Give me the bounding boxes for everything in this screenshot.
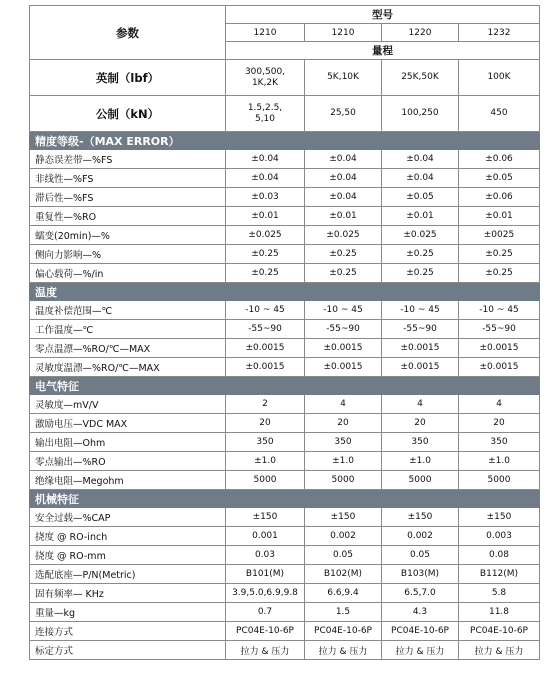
row-value: ±150: [382, 508, 459, 527]
row-value: ±150: [305, 508, 382, 527]
row-value: 4: [382, 395, 459, 414]
table-row: [30, 565, 540, 584]
row-label: 零点温漂—%RO/℃—MAX: [30, 339, 226, 358]
table-row: [30, 452, 540, 471]
row-value: ±0.25: [226, 245, 305, 264]
row-value: 5000: [459, 471, 540, 490]
metric-capacity-value: 450: [459, 96, 540, 132]
row-label: 标定方式: [30, 641, 226, 660]
row-value: 拉力 & 压力: [226, 641, 305, 660]
row-value: 0.001: [226, 527, 305, 546]
row-value: ±0.25: [382, 264, 459, 283]
row-label: 选配底座—P/N(Metric): [30, 565, 226, 584]
row-value: ±0.01: [305, 207, 382, 226]
row-value: ±0.06: [459, 188, 540, 207]
row-value: PC04E-10-6P: [305, 622, 382, 641]
row-value: 350: [226, 433, 305, 452]
row-value: PC04E-10-6P: [459, 622, 540, 641]
row-value: -10 ~ 45: [305, 301, 382, 320]
row-label: 挠度 @ RO-mm: [30, 546, 226, 565]
english-capacity-label: 英制（lbf）: [30, 60, 226, 96]
row-value: 6.5,7.0: [382, 584, 459, 603]
row-value: ±0.03: [226, 188, 305, 207]
row-value: 3.9,5.0,6.9,9.8: [226, 584, 305, 603]
row-label: 固有频率— KHz: [30, 584, 226, 603]
row-value: ±0.01: [382, 207, 459, 226]
row-value: 4: [305, 395, 382, 414]
table-row: [30, 641, 540, 660]
row-value: 5000: [382, 471, 459, 490]
row-value: 4.3: [382, 603, 459, 622]
row-value: -55~90: [305, 320, 382, 339]
metric-capacity-value: 25,50: [305, 96, 382, 132]
model-number: 1210: [305, 24, 382, 42]
row-value: 拉力 & 压力: [459, 641, 540, 660]
table-row: [30, 339, 540, 358]
row-value: 20: [226, 414, 305, 433]
table-row: [30, 188, 540, 207]
english-capacity-value: 100K: [459, 60, 540, 96]
row-value: 拉力 & 压力: [382, 641, 459, 660]
row-value: ±0.04: [305, 169, 382, 188]
spec-sheet: [29, 5, 539, 660]
row-value: ±0.0015: [382, 339, 459, 358]
row-value: ±0.05: [459, 169, 540, 188]
table-row: [30, 150, 540, 169]
section-header: 机械特征: [30, 490, 540, 508]
row-label: 灵敏度—mV/V: [30, 395, 226, 414]
english-capacity-value: 5K,10K: [305, 60, 382, 96]
row-value: -10 ~ 45: [382, 301, 459, 320]
table-row: [30, 622, 540, 641]
row-label: 偏心载荷—%/in: [30, 264, 226, 283]
row-value: ±0.25: [305, 245, 382, 264]
section-header: 温度: [30, 283, 540, 301]
section-header: 电气特征: [30, 377, 540, 395]
row-value: 5000: [305, 471, 382, 490]
row-value: -55~90: [226, 320, 305, 339]
row-value: ±0.025: [382, 226, 459, 245]
row-value: ±0.01: [459, 207, 540, 226]
row-label: 绝缘电阻—Megohm: [30, 471, 226, 490]
row-label: 安全过载—%CAP: [30, 508, 226, 527]
table-row: [30, 264, 540, 283]
row-value: ±0.25: [226, 264, 305, 283]
row-label: 蠕变(20min)—%: [30, 226, 226, 245]
row-label: 温度补偿范围—℃: [30, 301, 226, 320]
row-value: 0.08: [459, 546, 540, 565]
row-label: 激励电压—VDC MAX: [30, 414, 226, 433]
row-value: 0.05: [382, 546, 459, 565]
table-row: [30, 245, 540, 264]
row-value: ±1.0: [382, 452, 459, 471]
section-header: 精度等级-（MAX ERROR）: [30, 132, 540, 150]
row-value: PC04E-10-6P: [382, 622, 459, 641]
row-value: 0.7: [226, 603, 305, 622]
row-value: 拉力 & 压力: [305, 641, 382, 660]
row-value: -55~90: [459, 320, 540, 339]
row-value: 350: [305, 433, 382, 452]
row-value: 4: [459, 395, 540, 414]
row-value: 1.5: [305, 603, 382, 622]
model-header: 型号: [226, 6, 540, 24]
row-value: 20: [305, 414, 382, 433]
row-value: ±0.04: [305, 150, 382, 169]
row-value: ±0.04: [226, 169, 305, 188]
row-label: 重量—kg: [30, 603, 226, 622]
row-value: B103(M): [382, 565, 459, 584]
model-number: 1210: [226, 24, 305, 42]
metric-capacity-value: 1.5,2.5, 5,10: [226, 96, 305, 132]
row-value: ±0.025: [226, 226, 305, 245]
row-value: 0.05: [305, 546, 382, 565]
table-row: [30, 603, 540, 622]
row-value: ±0025: [459, 226, 540, 245]
row-value: ±0.04: [382, 169, 459, 188]
row-value: B101(M): [226, 565, 305, 584]
metric-capacity-label: 公制（kN）: [30, 96, 226, 132]
row-value: ±0.25: [382, 245, 459, 264]
row-value: ±0.06: [459, 150, 540, 169]
row-value: ±0.25: [305, 264, 382, 283]
english-capacity-value: 300,500, 1K,2K: [226, 60, 305, 96]
row-value: B112(M): [459, 565, 540, 584]
row-label: 输出电阻—Ohm: [30, 433, 226, 452]
table-row: [30, 226, 540, 245]
row-value: 0.002: [382, 527, 459, 546]
table-row: [30, 207, 540, 226]
table-row: [30, 301, 540, 320]
row-label: 重复性—%RO: [30, 207, 226, 226]
range-header: 量程: [226, 42, 540, 60]
row-value: 5.8: [459, 584, 540, 603]
row-value: ±0.01: [226, 207, 305, 226]
row-value: 11.8: [459, 603, 540, 622]
row-value: -10 ~ 45: [459, 301, 540, 320]
english-capacity-value: 25K,50K: [382, 60, 459, 96]
row-value: ±0.04: [382, 150, 459, 169]
row-value: ±0.04: [226, 150, 305, 169]
table-row: [30, 546, 540, 565]
row-value: ±1.0: [305, 452, 382, 471]
row-value: ±0.0015: [459, 358, 540, 377]
table-row: [30, 584, 540, 603]
param-header: 参数: [30, 6, 226, 60]
row-value: 20: [459, 414, 540, 433]
row-value: ±1.0: [459, 452, 540, 471]
row-value: 0.003: [459, 527, 540, 546]
model-number: 1220: [382, 24, 459, 42]
row-value: 350: [382, 433, 459, 452]
row-value: 0.03: [226, 546, 305, 565]
row-value: ±0.25: [459, 245, 540, 264]
spec-table: [29, 5, 540, 660]
row-label: 滞后性—%FS: [30, 188, 226, 207]
row-value: ±0.0015: [226, 339, 305, 358]
row-value: ±0.0015: [226, 358, 305, 377]
row-value: ±0.0015: [305, 339, 382, 358]
table-row: [30, 471, 540, 490]
row-value: ±150: [459, 508, 540, 527]
row-label: 零点输出—%RO: [30, 452, 226, 471]
table-row: [30, 527, 540, 546]
row-value: 5000: [226, 471, 305, 490]
row-value: 6.6,9.4: [305, 584, 382, 603]
row-value: -10 ~ 45: [226, 301, 305, 320]
row-label: 工作温度—℃: [30, 320, 226, 339]
row-value: 350: [459, 433, 540, 452]
row-label: 连接方式: [30, 622, 226, 641]
row-value: ±0.025: [305, 226, 382, 245]
metric-capacity-value: 100,250: [382, 96, 459, 132]
table-row: [30, 320, 540, 339]
table-row: [30, 358, 540, 377]
table-row: [30, 395, 540, 414]
row-label: 静态误差带—%FS: [30, 150, 226, 169]
row-value: ±0.0015: [459, 339, 540, 358]
row-value: -55~90: [382, 320, 459, 339]
row-value: ±0.25: [459, 264, 540, 283]
row-value: 0.002: [305, 527, 382, 546]
row-label: 侧向力影响—%: [30, 245, 226, 264]
row-value: ±0.0015: [305, 358, 382, 377]
table-row: [30, 414, 540, 433]
row-value: PC04E-10-6P: [226, 622, 305, 641]
row-value: ±1.0: [226, 452, 305, 471]
row-value: B102(M): [305, 565, 382, 584]
table-row: [30, 169, 540, 188]
model-number: 1232: [459, 24, 540, 42]
row-value: 2: [226, 395, 305, 414]
table-row: [30, 433, 540, 452]
row-value: ±0.05: [382, 188, 459, 207]
table-row: [30, 508, 540, 527]
row-label: 挠度 @ RO-inch: [30, 527, 226, 546]
row-value: ±0.04: [305, 188, 382, 207]
row-value: ±0.0015: [382, 358, 459, 377]
row-value: 20: [382, 414, 459, 433]
row-value: ±150: [226, 508, 305, 527]
row-label: 非线性—%FS: [30, 169, 226, 188]
row-label: 灵敏度温漂—%RO/℃—MAX: [30, 358, 226, 377]
